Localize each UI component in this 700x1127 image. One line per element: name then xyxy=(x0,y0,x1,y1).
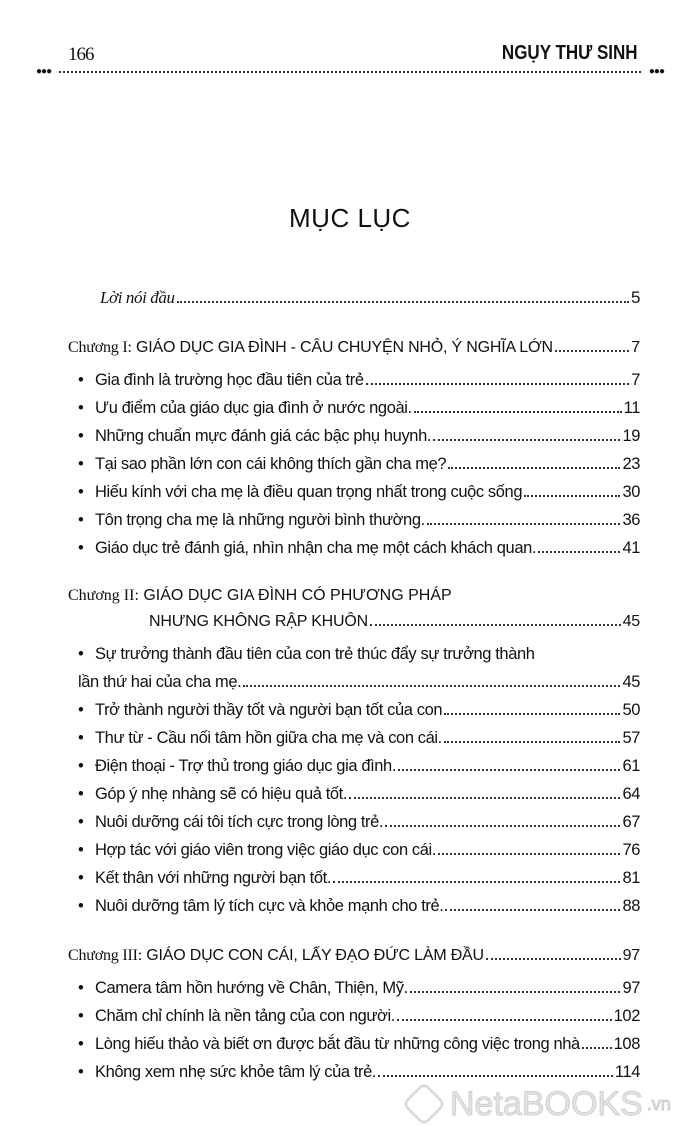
page-ref: 64 xyxy=(622,785,640,803)
toc-entry[interactable] xyxy=(68,724,640,752)
bullet-icon: • xyxy=(78,539,84,557)
running-head: NGỤY THƯ SINH xyxy=(502,42,638,64)
entry-text: Tôn trọng cha mẹ là những người bình thường. xyxy=(95,511,425,529)
dot-leader xyxy=(444,713,620,715)
page-ref: 30 xyxy=(622,483,640,501)
dot-leader xyxy=(398,769,620,771)
toc-entry[interactable] xyxy=(68,1030,640,1058)
page-ref: 102 xyxy=(613,1007,640,1025)
entry-text: Nuôi dưỡng tâm lý tích cực và khỏe mạnh cho trẻ. xyxy=(95,897,444,915)
dot-leader xyxy=(538,551,620,553)
entry-text: Chăm chỉ chính là nền tảng của con người. xyxy=(95,1007,395,1025)
toc-entry[interactable] xyxy=(68,478,640,506)
page-ref: 114 xyxy=(614,1063,640,1081)
bullet-icon: • xyxy=(78,371,84,389)
entry-text: Giáo dục trẻ đánh giá, nhìn nhận cha mẹ một cách khách quan. xyxy=(95,539,537,557)
toc-entry-line[interactable] xyxy=(68,640,640,668)
toc-entry[interactable] xyxy=(68,696,640,724)
entry-text: Lòng hiếu thảo và biết ơn được bắt đầu từ những công việc trong nhà xyxy=(95,1035,580,1053)
toc-entry[interactable] xyxy=(68,780,640,808)
dot-leader xyxy=(444,741,621,743)
entry-text: Hiếu kính với cha mẹ là điều quan trọng nhất trong cuộc sống xyxy=(95,483,523,501)
bullet-icon: • xyxy=(78,979,84,997)
toc-entry[interactable] xyxy=(68,974,640,1002)
rule-dots xyxy=(59,71,641,73)
chapter-title: GIÁO DỤC GIA ĐÌNH - CÂU CHUYỆN NHỎ, Ý NGHĨA LỚN xyxy=(136,339,553,356)
page-ref: 67 xyxy=(622,813,640,831)
page-ref: 7 xyxy=(631,339,640,356)
page-ref: 88 xyxy=(622,897,640,915)
chapter-label: Chương III: xyxy=(68,947,143,964)
rule-cap-left: ●●● xyxy=(36,66,52,77)
chapter-label: Chương I: xyxy=(68,339,132,356)
toc-entry[interactable] xyxy=(68,506,640,534)
bullet-icon: • xyxy=(78,813,84,831)
dot-leader xyxy=(333,881,620,883)
page-ref: 57 xyxy=(622,729,640,747)
bullet-icon: • xyxy=(78,869,84,887)
dot-leader xyxy=(433,439,620,441)
bullet-icon: • xyxy=(78,427,84,445)
toc-entry-preface[interactable] xyxy=(68,284,640,312)
dot-leader xyxy=(524,495,620,497)
entry-text: Kết thân với những người bạn tốt. xyxy=(95,869,332,887)
page-ref: 36 xyxy=(622,511,640,529)
toc-entry[interactable] xyxy=(68,808,640,836)
toc-entry[interactable] xyxy=(68,1058,640,1086)
page-number: 166 xyxy=(68,44,94,65)
bullet-icon: • xyxy=(78,897,84,915)
watermark-brand: NetaBOOKS xyxy=(450,1085,643,1123)
table-of-contents xyxy=(68,284,640,1086)
page-ref: 97 xyxy=(622,979,640,997)
dot-leader xyxy=(243,685,620,687)
entry-text: Trở thành người thầy tốt và người bạn tốt của con xyxy=(95,701,443,719)
toc-entry-chapter[interactable] xyxy=(68,942,640,970)
toc-entry[interactable] xyxy=(68,864,640,892)
bullet-icon: • xyxy=(78,1063,84,1081)
toc-entry-chapter[interactable] xyxy=(68,334,640,362)
bullet-icon: • xyxy=(78,785,84,803)
dot-leader xyxy=(177,301,629,303)
bullet-icon: • xyxy=(78,645,84,663)
page-ref: 81 xyxy=(622,869,640,887)
toc-title: MỤC LỤC xyxy=(289,203,411,233)
bullet-icon: • xyxy=(78,455,84,473)
entry-text: Góp ý nhẹ nhàng sẽ có hiệu quả tốt. xyxy=(95,785,348,803)
watermark-suffix: .vn xyxy=(646,1094,671,1114)
toc-entry[interactable] xyxy=(68,394,640,422)
entry-text: Không xem nhẹ sức khỏe tâm lý của trẻ. xyxy=(95,1063,377,1081)
page-ref: 5 xyxy=(630,288,640,307)
dot-leader xyxy=(555,350,629,352)
toc-entry[interactable] xyxy=(68,668,640,696)
toc-entry[interactable] xyxy=(68,892,640,920)
bullet-icon: • xyxy=(78,757,84,775)
dot-leader xyxy=(486,958,621,960)
bullet-icon: • xyxy=(78,701,84,719)
dot-leader xyxy=(414,411,622,413)
entry-text: Gia đình là trường học đầu tiên của trẻ xyxy=(95,371,364,389)
entry-text: Thư từ - Cầu nối tâm hồn giữa cha mẹ và con cái. xyxy=(95,729,442,747)
page-ref: 97 xyxy=(622,947,640,964)
page-ref: 108 xyxy=(613,1035,640,1053)
page-ref: 23 xyxy=(622,455,640,473)
entry-text: Ưu điểm của giáo dục gia đình ở nước ngoài. xyxy=(95,399,412,417)
bullet-icon: • xyxy=(78,399,84,417)
chapter-title-cont: NHƯNG KHÔNG RẬP KHUÔN xyxy=(149,613,368,630)
page-ref: 7 xyxy=(631,371,640,389)
entry-text: Sự trưởng thành đầu tiên của con trẻ thúc đẩy sự trưởng thành xyxy=(95,645,535,663)
header-rule xyxy=(36,66,664,77)
page-ref: 76 xyxy=(622,841,640,859)
toc-entry[interactable] xyxy=(68,1002,640,1030)
dot-leader xyxy=(378,1075,613,1077)
page-ref: 45 xyxy=(622,673,640,691)
dot-leader xyxy=(370,624,621,626)
chapter-title: GIÁO DỤC GIA ĐÌNH CÓ PHƯƠNG PHÁP xyxy=(143,587,452,604)
entry-label: Lời nói đầu xyxy=(100,288,175,307)
entry-text: Camera tâm hồn hướng về Chân, Thiện, Mỹ. xyxy=(95,979,408,997)
page-ref: 61 xyxy=(622,757,640,775)
entry-text: Tại sao phần lớn con cái không thích gần cha mẹ? xyxy=(95,455,447,473)
toc-entry[interactable] xyxy=(68,422,640,450)
bullet-icon: • xyxy=(78,1035,84,1053)
dot-leader xyxy=(438,853,620,855)
entry-text: Hợp tác với giáo viên trong việc giáo dục con cái. xyxy=(95,841,436,859)
chapter-heading xyxy=(68,942,484,970)
chapter-heading-line xyxy=(68,584,640,608)
bullet-icon: • xyxy=(78,483,84,501)
chapter-title: GIÁO DỤC CON CÁI, LẤY ĐẠO ĐỨC LÀM ĐẦU xyxy=(146,947,484,964)
section-gap xyxy=(68,920,640,942)
watermark xyxy=(408,1085,671,1123)
bullet-icon: • xyxy=(78,511,84,529)
entry-text-cont: lần thứ hai của cha mẹ. xyxy=(78,673,242,691)
dot-leader xyxy=(445,909,620,911)
dot-leader xyxy=(582,1047,612,1049)
entry-text: Điện thoại - Trợ thủ trong giáo dục gia đình. xyxy=(95,757,397,775)
dot-leader xyxy=(349,797,620,799)
dot-leader xyxy=(448,467,620,469)
page-ref: 50 xyxy=(622,701,640,719)
dot-leader xyxy=(397,1019,612,1021)
rule-cap-right: ●●● xyxy=(648,66,664,77)
dot-leader xyxy=(385,825,620,827)
page-ref: 45 xyxy=(622,613,640,630)
toc-entry[interactable] xyxy=(68,752,640,780)
entry-text: Những chuẩn mực đánh giá các bậc phụ huynh. xyxy=(95,427,432,445)
toc-entry[interactable] xyxy=(68,836,640,864)
toc-entry[interactable] xyxy=(68,534,640,562)
page-ref: 41 xyxy=(622,539,640,557)
section-gap xyxy=(68,562,640,584)
dot-leader xyxy=(427,523,621,525)
chapter-heading xyxy=(68,334,553,362)
dot-leader xyxy=(366,383,630,385)
toc-entry-chapter[interactable] xyxy=(68,608,640,636)
bullet-icon: • xyxy=(78,729,84,747)
chapter-label: Chương II: xyxy=(68,587,139,604)
page-ref: 11 xyxy=(623,399,640,417)
toc-entry[interactable] xyxy=(68,450,640,478)
page-ref: 19 xyxy=(622,427,640,445)
bullet-icon: • xyxy=(78,1007,84,1025)
entry-text: Nuôi dưỡng cái tôi tích cực trong lòng trẻ. xyxy=(95,813,384,831)
toc-entry[interactable] xyxy=(68,366,640,394)
bullet-icon: • xyxy=(78,841,84,859)
dot-leader xyxy=(410,991,621,993)
